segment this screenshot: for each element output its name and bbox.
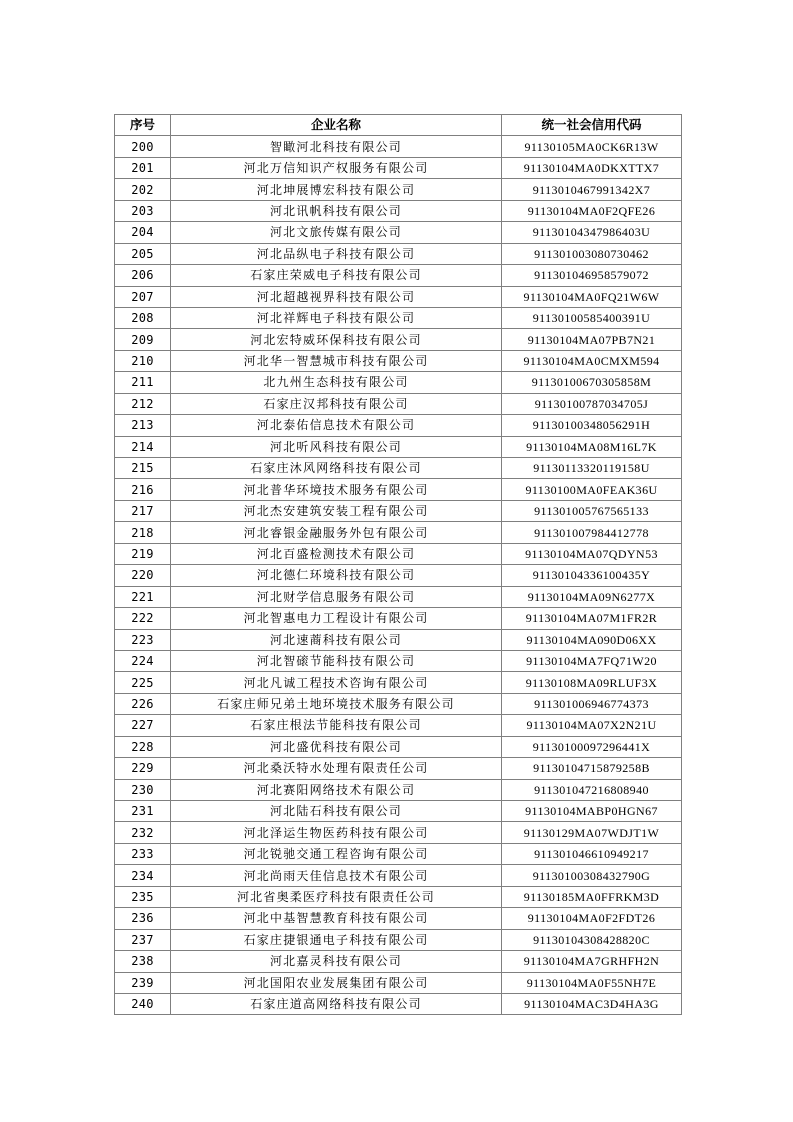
enterprise-name-cell: 河北杰安建筑安装工程有限公司 [171,500,502,521]
credit-code-cell: 91130104MA07X2N21U [502,715,682,736]
enterprise-name-cell: 北九州生态科技有限公司 [171,372,502,393]
table-row [115,715,682,736]
credit-code-cell: 911301046958579072 [502,265,682,286]
serial-number-cell: 217 [115,500,171,521]
credit-code-cell: 91130104MA090D06XX [502,629,682,650]
credit-code-cell: 911301007984412778 [502,522,682,543]
credit-code-cell: 91130104MA0CMXM594 [502,350,682,371]
enterprise-name-cell: 河北省奥柔医疗科技有限责任公司 [171,886,502,907]
enterprise-name-cell: 河北文旅传媒有限公司 [171,222,502,243]
table-row [115,286,682,307]
enterprise-name-cell: 河北品纵电子科技有限公司 [171,243,502,264]
serial-number-cell: 226 [115,693,171,714]
table-row [115,307,682,328]
serial-number-cell: 215 [115,458,171,479]
serial-number-cell: 202 [115,179,171,200]
serial-number-cell: 223 [115,629,171,650]
enterprise-name-cell: 河北坤展博宏科技有限公司 [171,179,502,200]
enterprise-name-cell: 河北财学信息服务有限公司 [171,586,502,607]
enterprise-name-cell: 河北嘉灵科技有限公司 [171,951,502,972]
table-row [115,200,682,221]
serial-number-cell: 211 [115,372,171,393]
serial-number-cell: 206 [115,265,171,286]
table-row [115,458,682,479]
enterprise-name-cell: 河北桑沃特水处理有限责任公司 [171,758,502,779]
serial-number-cell: 229 [115,758,171,779]
serial-number-cell: 221 [115,586,171,607]
serial-number-cell: 218 [115,522,171,543]
enterprise-name-cell: 河北尚雨天佳信息技术有限公司 [171,865,502,886]
table-row [115,565,682,586]
enterprise-name-cell: 石家庄道高网络科技有限公司 [171,993,502,1014]
serial-number-cell: 225 [115,672,171,693]
serial-number-cell: 233 [115,843,171,864]
table-row [115,136,682,157]
credit-code-cell: 91130113320119158U [502,458,682,479]
enterprise-name-cell: 河北讯帆科技有限公司 [171,200,502,221]
serial-number-cell: 237 [115,929,171,950]
table-row [115,243,682,264]
enterprise-name-cell: 河北万信知识产权服务有限公司 [171,157,502,178]
serial-number-cell: 214 [115,436,171,457]
table-row [115,865,682,886]
header-serial-number: 序号 [115,115,171,136]
table-row [115,608,682,629]
serial-number-cell: 220 [115,565,171,586]
serial-number-cell: 232 [115,822,171,843]
credit-code-cell: 91130100348056291H [502,415,682,436]
table-row [115,993,682,1014]
table-row [115,415,682,436]
serial-number-cell: 239 [115,972,171,993]
enterprise-name-cell: 河北赛阳网络技术有限公司 [171,779,502,800]
enterprise-name-cell: 河北盛优科技有限公司 [171,736,502,757]
credit-code-cell: 91130104308428820C [502,929,682,950]
serial-number-cell: 201 [115,157,171,178]
table-row [115,329,682,350]
credit-code-cell: 911301047216808940 [502,779,682,800]
credit-code-cell: 911301005767565133 [502,500,682,521]
enterprise-name-cell: 石家庄沐风网络科技有限公司 [171,458,502,479]
credit-code-cell: 911301003080730462 [502,243,682,264]
table-row [115,736,682,757]
credit-code-cell: 911301006946774373 [502,693,682,714]
table-row [115,758,682,779]
serial-number-cell: 238 [115,951,171,972]
header-credit-code: 统一社会信用代码 [502,115,682,136]
credit-code-cell: 91130104MA07M1FR2R [502,608,682,629]
table-row [115,522,682,543]
serial-number-cell: 240 [115,993,171,1014]
table-row [115,972,682,993]
enterprise-name-cell: 河北华一智慧城市科技有限公司 [171,350,502,371]
serial-number-cell: 224 [115,650,171,671]
table-row [115,372,682,393]
serial-number-cell: 208 [115,307,171,328]
enterprise-name-cell: 河北智磙节能科技有限公司 [171,650,502,671]
credit-code-cell: 91130100787034705J [502,393,682,414]
table-row [115,672,682,693]
enterprise-name-cell: 河北泽运生物医药科技有限公司 [171,822,502,843]
enterprise-name-cell: 石家庄根法节能科技有限公司 [171,715,502,736]
credit-code-cell: 91130104MA07PB7N21 [502,329,682,350]
enterprise-name-cell: 河北宏特威环保科技有限公司 [171,329,502,350]
table-row [115,693,682,714]
credit-code-cell: 911301046610949217 [502,843,682,864]
table-row [115,779,682,800]
enterprise-name-cell: 河北德仁环境科技有限公司 [171,565,502,586]
credit-code-cell: 91130100585400391U [502,307,682,328]
table-header-row [115,115,682,136]
credit-code-cell: 91130108MA09RLUF3X [502,672,682,693]
enterprise-name-cell: 石家庄师兄弟土地环境技术服务有限公司 [171,693,502,714]
enterprise-table [114,114,682,1015]
enterprise-name-cell: 河北智惠电力工程设计有限公司 [171,608,502,629]
serial-number-cell: 230 [115,779,171,800]
serial-number-cell: 212 [115,393,171,414]
enterprise-name-cell: 石家庄荣威电子科技有限公司 [171,265,502,286]
credit-code-cell: 91130104336100435Y [502,565,682,586]
enterprise-name-cell: 智瞰河北科技有限公司 [171,136,502,157]
table-row [115,650,682,671]
table-row [115,843,682,864]
credit-code-cell: 91130185MA0FFRKM3D [502,886,682,907]
serial-number-cell: 207 [115,286,171,307]
serial-number-cell: 200 [115,136,171,157]
credit-code-cell: 91130100308432790G [502,865,682,886]
enterprise-name-cell: 河北泰佑信息技术有限公司 [171,415,502,436]
serial-number-cell: 234 [115,865,171,886]
enterprise-name-cell: 河北速蔏科技有限公司 [171,629,502,650]
table-row [115,908,682,929]
serial-number-cell: 209 [115,329,171,350]
enterprise-name-cell: 河北国阳农业发展集团有限公司 [171,972,502,993]
credit-code-cell: 91130104MA0FQ21W6W [502,286,682,307]
enterprise-name-cell: 河北听风科技有限公司 [171,436,502,457]
credit-code-cell: 91130105MA0CK6R13W [502,136,682,157]
enterprise-name-cell: 河北百盛检测技术有限公司 [171,543,502,564]
serial-number-cell: 222 [115,608,171,629]
table-row [115,586,682,607]
serial-number-cell: 205 [115,243,171,264]
credit-code-cell: 91130104MA07QDYN53 [502,543,682,564]
enterprise-name-cell: 河北陆石科技有限公司 [171,801,502,822]
header-enterprise-name: 企业名称 [171,115,502,136]
table-row [115,265,682,286]
table-row [115,222,682,243]
table-row [115,393,682,414]
credit-code-cell: 91130104347986403U [502,222,682,243]
table-row [115,500,682,521]
serial-number-cell: 203 [115,200,171,221]
credit-code-cell: 9113010467991342X7 [502,179,682,200]
serial-number-cell: 231 [115,801,171,822]
credit-code-cell: 91130129MA07WDJT1W [502,822,682,843]
credit-code-cell: 91130104MABP0HGN67 [502,801,682,822]
table-row [115,350,682,371]
credit-code-cell: 91130104MA0F2FDT26 [502,908,682,929]
serial-number-cell: 227 [115,715,171,736]
enterprise-name-cell: 河北普华环境技术服务有限公司 [171,479,502,500]
credit-code-cell: 91130104MA0F55NH7E [502,972,682,993]
serial-number-cell: 210 [115,350,171,371]
credit-code-cell: 91130104MA7FQ71W20 [502,650,682,671]
table-row [115,886,682,907]
enterprise-name-cell: 河北凡诚工程技术咨询有限公司 [171,672,502,693]
table-row [115,479,682,500]
credit-code-cell: 91130104MA08M16L7K [502,436,682,457]
table-row [115,801,682,822]
enterprise-name-cell: 石家庄汉邦科技有限公司 [171,393,502,414]
table-body [115,136,682,1015]
credit-code-cell: 91130104MAC3D4HA3G [502,993,682,1014]
serial-number-cell: 236 [115,908,171,929]
credit-code-cell: 91130100MA0FEAK36U [502,479,682,500]
credit-code-cell: 91130100670305858M [502,372,682,393]
credit-code-cell: 91130104MA7GRHFH2N [502,951,682,972]
enterprise-name-cell: 河北锐驰交通工程咨询有限公司 [171,843,502,864]
serial-number-cell: 213 [115,415,171,436]
table-row [115,157,682,178]
credit-code-cell: 91130104MA0F2QFE26 [502,200,682,221]
enterprise-name-cell: 河北祥辉电子科技有限公司 [171,307,502,328]
credit-code-cell: 91130104MA0DKXTTX7 [502,157,682,178]
serial-number-cell: 235 [115,886,171,907]
table-row [115,629,682,650]
table-row [115,951,682,972]
table-row [115,822,682,843]
table-row [115,179,682,200]
serial-number-cell: 219 [115,543,171,564]
credit-code-cell: 91130104MA09N6277X [502,586,682,607]
serial-number-cell: 216 [115,479,171,500]
table-row [115,543,682,564]
enterprise-name-cell: 河北睿银金融服务外包有限公司 [171,522,502,543]
credit-code-cell: 91130104715879258B [502,758,682,779]
table-row [115,436,682,457]
enterprise-name-cell: 河北超越视界科技有限公司 [171,286,502,307]
serial-number-cell: 204 [115,222,171,243]
enterprise-name-cell: 石家庄捷银通电子科技有限公司 [171,929,502,950]
table-row [115,929,682,950]
enterprise-name-cell: 河北中基智慧教育科技有限公司 [171,908,502,929]
serial-number-cell: 228 [115,736,171,757]
credit-code-cell: 91130100097296441X [502,736,682,757]
